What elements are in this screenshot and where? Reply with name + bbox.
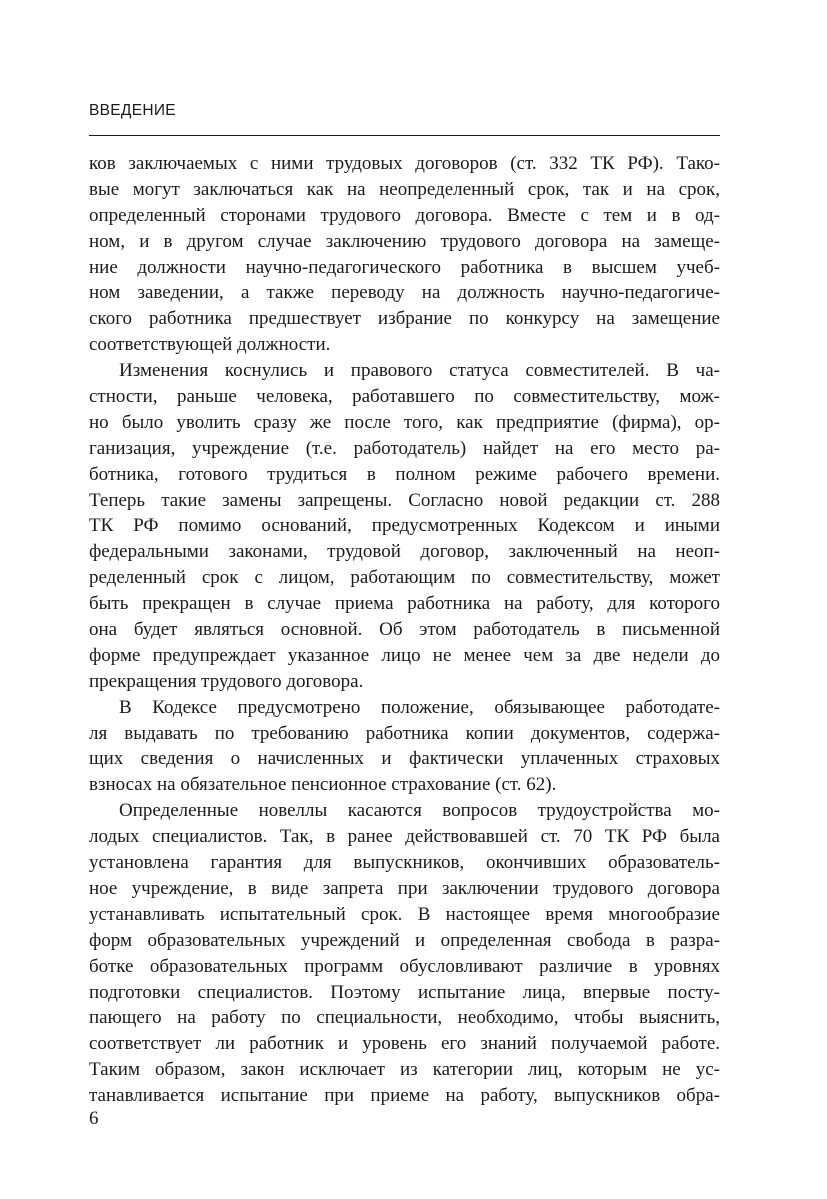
text-line: щих сведения о начисленных и фактически уплаченных страховых [89,748,720,770]
text-line: Таким образом, закон исключает из категории лиц, которым не ус- [89,1059,720,1081]
paragraph [89,151,720,358]
text-line: устанавливать испытательный срок. В настоящее время многообразие [89,903,720,925]
text-line: пающего на работу по специальности, необходимо, чтобы выяснить, [89,1007,720,1029]
text-line: стности, раньше человека, работавшего по совместительству, мож- [89,386,720,408]
text-line: соответствующей должности. [89,334,331,356]
text-line: форме предупреждает указанное лицо не менее чем за две недели до [89,644,720,666]
paragraph [89,798,720,1109]
text-line: ботке образовательных программ обусловливают различие в уровнях [89,955,720,977]
text-line: подготовки специалистов. Поэтому испытание лица, впервые посту- [89,981,720,1003]
text-line: ля выдавать по требованию работника копии документов, содержа- [89,722,720,744]
text-line: лодых специалистов. Так, в ранее действовавшей ст. 70 ТК РФ была [89,826,720,848]
running-head: ВВЕДЕНИЕ [89,102,176,119]
text-line: ном заведении, а также переводу на должность научно-педагогиче- [89,282,720,304]
text-line: быть прекращен в случае приема работника на работу, для которого [89,593,720,615]
text-line: танавливается испытание при приеме на работу, выпускников обра- [89,1085,720,1107]
text-line: соответствует ли работник и уровень его знаний получаемой работе. [89,1033,720,1055]
text-line: ние должности научно-педагогического работника в высшем учеб- [89,256,720,278]
text-line: ботника, готового трудиться в полном режиме рабочего времени. [89,463,720,485]
text-line: но было уволить сразу же после того, как предприятие (фирма), ор- [89,411,720,433]
text-line: ное учреждение, в виде запрета при заключении трудового договора [89,877,720,899]
text-line: взносах на обязательное пенсионное страхование (ст. 62). [89,774,557,796]
text-line: определенный сторонами трудового договора. Вместе с тем и в од- [89,204,720,226]
text-line: ганизация, учреждение (т.е. работодатель) найдет на его место ра- [89,437,720,459]
text-line: ТК РФ помимо оснований, предусмотренных Кодексом и иными [89,515,720,537]
page-number: 6 [89,1108,99,1129]
header-rule [89,135,720,136]
text-line: форм образовательных учреждений и определенная свобода в разра- [89,929,720,951]
text-line: установлена гарантия для выпускников, окончивших образователь- [89,852,720,874]
text-line: ределенный срок с лицом, работающим по совместительству, может [89,567,720,589]
text-line: она будет являться основной. Об этом работодатель в письменной [89,619,720,641]
text-line: федеральными законами, трудовой договор, заключенный на неоп- [89,541,720,563]
text-line: В Кодексе предусмотрено положение, обязывающее работодате- [119,696,720,718]
text-line: ского работника предшествует избрание по конкурсу на замещение [89,308,720,330]
text-line: вые могут заключаться как на неопределенный срок, так и на срок, [89,178,720,200]
text-line: ков заключаемых с ними трудовых договоров (ст. 332 ТК РФ). Тако- [89,153,720,174]
paragraph [89,358,720,695]
text-line: ном, и в другом случае заключению трудового договора на замеще- [89,230,720,252]
paragraph [89,695,720,799]
text-line: Определенные новеллы касаются вопросов трудоустройства мо- [119,800,720,822]
text-line: прекращения трудового договора. [89,670,364,692]
text-line: Теперь такие замены запрещены. Согласно новой редакции ст. 288 [89,489,720,511]
text-line: Изменения коснулись и правового статуса совместителей. В ча- [119,360,720,382]
body-text [89,151,720,1109]
